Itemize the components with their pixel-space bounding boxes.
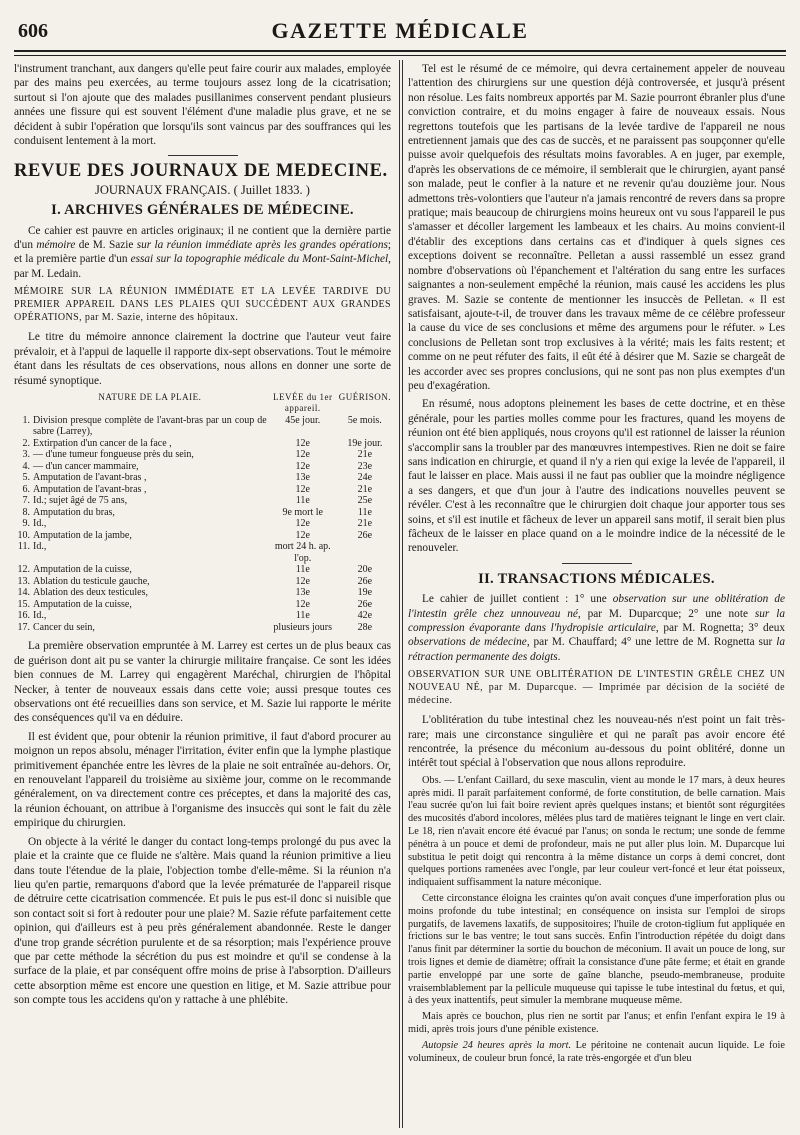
table-row (14, 576, 391, 588)
row-levee: 13e (295, 472, 310, 484)
row-guerison: 19e (357, 587, 373, 599)
row-guerison: 26e (357, 529, 373, 541)
table-row (14, 541, 391, 564)
row-number: 2. (22, 437, 30, 449)
row-levee: 12e (295, 529, 310, 541)
table-body (14, 415, 391, 634)
table-row (14, 461, 391, 473)
table-row (14, 507, 391, 519)
row-nature: Amputation de la jambe, (33, 529, 132, 541)
row-nature: Id., (33, 541, 47, 553)
row-levee: 9e mort le (282, 506, 323, 518)
divider (168, 155, 238, 156)
right-column (408, 62, 785, 1128)
row-nature: Division presque complète de l'avant-bras par un coup de sabre (Larrey), (33, 414, 267, 438)
row-number: 12. (17, 564, 30, 576)
section-title-archives: I. ARCHIVES GÉNÉRALES DE MÉDECINE. (51, 202, 354, 219)
row-nature: Cancer du sein, (33, 621, 95, 633)
row-number: 7. (22, 495, 30, 507)
row-guerison: 21e (357, 518, 373, 530)
row-levee: 11e (295, 564, 310, 576)
observation-title: OBSERVATION SUR UNE OBLITÉRATION DE L'INTESTIN GRÊLE CHEZ UN NOUVEAU NÉ, par M. Duparcque. — Imprimée par décision de la société de médecine. (408, 669, 785, 707)
observation-part-3: Mais après ce bouchon, plus rien ne sortit par l'anus; et enfin l'enfant expira le 19 à midi, après trois jours d'une pénible existence. (408, 1011, 785, 1036)
observation-part-1: Obs. — L'enfant Caillard, du sexe masculin, vient au monde le 17 mars, à deux heures après midi. Il paraît parfaitement conformé, de forte constitution, de belle carnation. Mais l'eau sucrée qu'on lui fait boire revient après quelques instans; et bientôt sont régurgitées des mucosités d'abord incolores, mêlées plus tard de matières teignant le linge en vert clair. Le 18, rien n'avait encore été évacué par l'anus; on sonda le rectum; une sonde de femme pénétra à un pouce et demi de profondeur, mais ne put aller plus loin. M. Duparcque lui substitua le petit doigt qui rencontra à la même distance un corps à demi concret, dont quelques portions ramenées avec l'ongle, par leur couleur vert-foncé et leur état poisseux, indiquaient suffisamment la nature méconique. (408, 774, 785, 889)
table-row (14, 472, 391, 484)
table-header-guerison: GUÉRISON. (338, 391, 391, 402)
row-guerison: 5e mois. (347, 414, 382, 426)
row-guerison: 26e (357, 575, 373, 587)
cases-table (14, 392, 391, 634)
table-row (14, 599, 391, 611)
row-nature: Amputation de la cuisse, (33, 598, 132, 610)
row-levee: 11e (295, 495, 310, 507)
row-levee: 45e jour. (285, 414, 321, 426)
table-row (14, 587, 391, 599)
row-levee: 12e (295, 598, 310, 610)
row-number: 17. (17, 621, 30, 633)
row-guerison: 25e (357, 495, 373, 507)
row-levee: 12e (295, 575, 310, 587)
divider (562, 563, 632, 564)
observation-block (408, 775, 785, 1066)
left-column (14, 62, 391, 1128)
table-row (14, 564, 391, 576)
row-levee: mort 24 h. ap. l'op. (274, 541, 331, 564)
row-nature: — d'un cancer mammaire, (33, 460, 139, 472)
row-number: 8. (22, 506, 30, 518)
row-guerison: 20e (357, 564, 373, 576)
row-guerison: 28e (357, 621, 373, 633)
table-row (14, 610, 391, 622)
table-row (14, 484, 391, 496)
table-header-levee: LEVÉE du 1er appareil. (272, 391, 333, 414)
row-guerison: 42e (357, 610, 373, 622)
row-nature: Amputation de l'avant-bras , (33, 472, 147, 484)
table-row (14, 438, 391, 450)
paragraph-resume: Tel est le résumé de ce mémoire, qui devra certainement appeler de nouveau l'attention des chirurgiens sur une question déjà controversée, et jusqu'à présent non résolue. Les faits nombreux apportés par M. Sazie pourront ébranler plus d'une conviction contraire, et du moins engager à faire de nouveaux essais. Nous regrettons toutefois que les partisans de la levée tardive de l'appareil ne nous entretiennent jamais que des cas de succès, et ne paraissent pas soupçonner qu'elle puisse avoir quelquefois des résultats moins favorables. A en juger, par exemple, d'après les observations de ce mémoire, il semblerait que le chirurgien, ayant pansé son malade, peut le confier à la nature et ne revenir qu'au douzième jour. Nous admettons très-volontiers que l'auteur n'a jamais rencontré de revers dans sa propre pratique; mais beaucoup de chirurgiens moins heureux ont vu sous l'appareil le pus s'amasser et décoller largement les lambeaux et les chairs. Au moins convient-il d'établir des exceptions dans certains cas et d'indiquer à quels signes ces exceptions doivent se reconnaître. Pelletan a aussi rassemblé un essez grand nombre d'observations où l'épanchement et l'altération du sang entre les surfaces saignantes a non-seulement empêché la réunion, mais causé les accidens les plus graves. M. Sazie se contente de mentionner les insuccès de Pelletan. « Il est satisfaisant, ajoute-t-il, de trouver dans les travaux même de ce célèbre professeur la cause du vice de ses conclusions et même des argumens pour le réfuter. » Les conclusions de Pelletan sont trop exclusives à la vérité; mais les faits restent; et comme on ne peut réfuter des faits, il eût été à désirer que M. Sazie se chargeât de les accorder avec ses propres conclusions, qui ne sont pas non plus exemptes d'un peu d'exagération. (408, 63, 785, 392)
journal-title: GAZETTE MÉDICALE (271, 18, 529, 43)
row-number: 13. (17, 575, 30, 587)
header-rule (14, 50, 786, 52)
row-number: 11. (17, 541, 30, 553)
table-row (14, 530, 391, 542)
row-guerison: 26e (357, 598, 373, 610)
row-guerison: 11e (357, 506, 372, 518)
table-header-nature: NATURE DE LA PLAIE. (98, 391, 202, 402)
paragraph-objection: On objecte à la vérité le danger du contact long-temps prolongé du pus avec la plaie et la crainte que ce fluide ne s'altère. Mais quand la réunion primitive a lieu dans toute l'étendue de la plaie, l'objection tombe d'elle-même. Si la réunion n'a lieu qu'en partie, remarquons d'abord que la levée prématurée de l'appareil risque de détruire cette cicatrisation commencée. Et puis le pus est-il donc si nuisible que son contact soit si fort à redouter pour une plaie? M. Sazie réfute parfaitement cette opinion, qui d'ailleurs est à peu près généralement abandonnée. Reste le danger d'une trop grande sécrétion purulente et de sa résorption; mais l'expérience prouve que par cette méthode la sécrétion du pus est moindre et qu'il se condense à la surface de la plaie, et par conséquent offre moins de prise à l'absorption. D'ailleurs cette absorption même est encore une question en litige, et M. Sazie attribue pour son compte tous les accidens qu'on y rattache à une phlébite. (14, 835, 391, 1007)
row-number: 9. (22, 518, 30, 530)
row-number: 15. (17, 598, 30, 610)
observation-part-2: Cette circonstance éloigna les craintes qu'on avait conçues d'une imperforation plus ou moins profonde du tube intestinal; en conséquence on insista sur l'emploi de sirops purgatifs, de lavemens laxatifs, de suppositoires; l'huile de croton-tiglium fut appliquée en frictions sur le bas ventre; le tout sans succès. Enfin l'introduction répétée du doigt dans l'anus finit par déterminer la sortie du bouchon de méconium. Il avait un pouce de long, sur trois lignes et demie de diamètre; offrait la consistance d'une pâte ferme; et était en grande partie enveloppé par une sorte de gaîne blanche, pseudo-membraneuse, produite vraisemblablement par la pellicule muqueuse qui tapisse le tube intestinal du fœtus, et qui, à des yeux inattentifs, peut simuler la membrane muqueuse même. (408, 893, 785, 1007)
intro-paragraph: l'instrument tranchant, aux dangers qu'elle peut faire courir aux malades, employée par des mains peu exercées, au terme toujours assez long de la cicatrisation; surtout si l'on ajoute que des malades pusillanimes conservent pendant plusieurs années une fissure qui est souvent l'élément d'une maladie plus grave, et ne se décident à subir l'opération que lorsqu'ils sont vaincus par des souffrances qui les conduisent lentement à la mort. (14, 63, 391, 148)
row-levee: plusieurs jours (273, 621, 333, 633)
revue-title: REVUE DES JOURNAUX DE MEDECINE. (14, 161, 388, 182)
row-guerison: 24e (357, 472, 373, 484)
row-nature: — d'une tumeur fongueuse près du sein, (33, 449, 194, 461)
row-levee: 12e (295, 449, 310, 461)
row-number: 16. (17, 610, 30, 622)
row-nature: Id., (33, 610, 47, 622)
row-guerison: 23e (357, 460, 373, 472)
journaux-line: JOURNAUX FRANÇAIS. ( Juillet 1833. ) (95, 182, 310, 197)
row-nature: Id., (33, 518, 47, 530)
row-nature: Id.; sujet âgé de 75 ans, (33, 495, 128, 507)
row-number: 1. (22, 414, 30, 426)
paragraph-cahier: Le cahier de juillet contient : 1° une observation sur une oblitération de l'intestin grêle chez unnouveau né, par M. Duparcque; 2° une note sur la compression évaporante dans l'hydropisie articulaire, par M. Rognetta; 3° deux observations de médecine, par M. Chauffard; 4° une lettre de M. Rognetta sur la rétraction permanente des doigts. (408, 593, 785, 663)
memoire-title: MÉMOIRE SUR LA RÉUNION IMMÉDIATE ET LA LEVÉE TARDIVE DU PREMIER APPAREIL DANS LES PLAIES QUI SUCCÈDENT AUX GRANDES OPÉRATIONS, par M. Sazie, interne des hôpitaux. (14, 286, 391, 324)
column-separator (399, 60, 400, 1128)
row-nature: Ablation du testicule gauche, (33, 575, 150, 587)
row-guerison: 21e (357, 483, 373, 495)
row-levee: 13e (295, 587, 310, 599)
header-rule-thin (14, 55, 786, 56)
row-nature: Extirpation d'un cancer de la face , (33, 437, 172, 449)
row-guerison (339, 541, 391, 564)
page-number: 606 (18, 20, 48, 42)
page-header (14, 14, 786, 54)
paragraph-larrey: La première observation empruntée à M. Larrey est certes un de plus beaux cas de guérison dont ait pu se vanter la chirurgie militaire française. Ce sont les idées bien connues de M. Larrey qui engagèrent Maréchal, chirurgien de l'hôpital Necker, à tenter de nouveaux essais dans cette voie; aussi presque toutes ces observations ont été recueillies dans son service, et M. Sazie lui rapporte le mérite des conséquences qu'il va en déduire. (14, 640, 391, 725)
row-number: 5. (22, 472, 30, 484)
table-row (14, 415, 391, 438)
row-number: 4. (22, 460, 30, 472)
table-row (14, 449, 391, 461)
row-levee: 12e (295, 518, 310, 530)
table-row (14, 622, 391, 634)
row-guerison: 21e (357, 449, 373, 461)
table-row (14, 495, 391, 507)
row-guerison: 19e jour. (347, 437, 383, 449)
table-row (14, 518, 391, 530)
paragraph-memoire-intro: Le titre du mémoire annonce clairement la doctrine que l'auteur veut faire prévaloir, et à l'appui de laquelle il rapporte dix-sept observations. Tout le mémoire étant dans les résultats de ces observations, nous allons en donner une sorte de résumé synoptique. (14, 331, 391, 387)
paragraph-obliteration: L'oblitération du tube intestinal chez les nouveau-nés n'est point un fait très-rare; mais une circonstance singulière et qui ne paraît pas avoir encore été rencontrée, la présence du méconium au-dessous du point oblitéré, donne un intérêt tout spécial à l'observation que nous allons reproduire. (408, 714, 785, 770)
row-levee: 11e (295, 610, 310, 622)
column-separator-inner (402, 60, 403, 1128)
row-levee: 12e (295, 437, 310, 449)
row-number: 6. (22, 483, 30, 495)
row-number: 14. (17, 587, 30, 599)
paragraph-archives: Ce cahier est pauvre en articles originaux; il ne contient que la dernière partie d'un mémoire de M. Sazie sur la réunion immédiate après les grandes opérations; et la première partie d'un essai sur la topographie médicale du Mont-Saint-Michel, par M. Ledain. (14, 224, 391, 280)
paragraph-reunion: Il est évident que, pour obtenir la réunion primitive, il faut d'abord procurer au moignon un repos absolu, ménager l'irritation, éviter enfin que la lymphe plastique primitivement épanchée entre les lèvres de la plaie ne soit entraînée au-dehors. Or, en renouvelant l'appareil du troisième au sixième jour, comme on le recommande généralement, on va directement contre ces préceptes, et dans la majorité des cas, la réunion échouant, on attribue à l'organisme des insuccès qui sont le fait du zèle empirique du chirurgien. (14, 730, 391, 830)
row-nature: Ablation des deux testicules, (33, 587, 148, 599)
section-title-transactions: II. TRANSACTIONS MÉDICALES. (478, 570, 715, 587)
row-number: 3. (22, 449, 30, 461)
autopsy-paragraph: Autopsie 24 heures après la mort. Le péritoine ne contenait aucun liquide. Le foie volumineux, de couleur brun foncé, la rate très-engorgée et d'un bleu (408, 1039, 785, 1064)
row-nature: Amputation de la cuisse, (33, 564, 132, 576)
paragraph-en-resume: En résumé, nous adoptons pleinement les bases de cette doctrine, et en thèse générale, pour les parties molles comme pour les fractures, quand les moyens de réunion ont été bien appliqués, nous croyons qu'il est rationnel de laisser la réunion s'accomplir sans la troubler par des manœuvres intempestives. Rien ne doit se faire sans indication en chirurgie, et quand il n'y a rien qui exige la levée de l'appareil, il faut le laisser en place. Mais aussi il ne faut pas oublier que la moindre négligence a ses dangers, et que d'un jour à l'autre des indications nouvelles peuvent se révéler. C'est à les reconnaître que le chirurgien doit chaque jour apporter tous ses soins, et s'il est inutile et fâcheux de lever un appareil sans motif, il serait bien plus fâcheux de le laisser en place quand on a le moindre indice de la nécessité de le renouveler. (408, 398, 785, 555)
row-number: 10. (17, 529, 30, 541)
row-levee: 12e (295, 460, 310, 472)
row-nature: Amputation du bras, (33, 506, 115, 518)
row-nature: Amputation de l'avant-bras , (33, 483, 147, 495)
row-levee: 12e (295, 483, 310, 495)
